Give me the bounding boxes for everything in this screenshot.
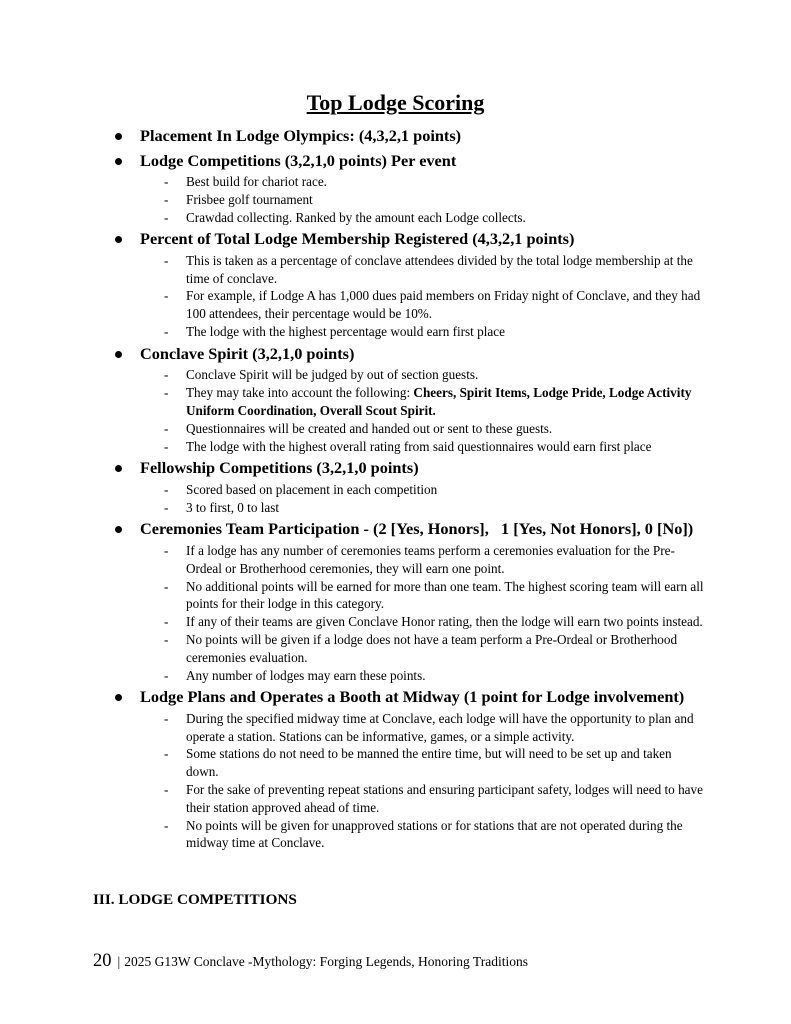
- page-footer: [93, 951, 528, 972]
- list-item: [0, 613, 791, 631]
- section-heading-row: [0, 125, 791, 148]
- section-heading-row: [0, 686, 791, 709]
- list-item-text: Crawdad collecting. Ranked by the amount each Lodge collects.: [186, 209, 526, 225]
- list-item: [0, 323, 791, 341]
- section-heading-row: [0, 343, 791, 366]
- list-item-text: Conclave Spirit will be judged by out of section guests.: [186, 367, 479, 383]
- list-item-text: The lodge with the highest percentage would earn first place: [186, 324, 505, 340]
- section-heading-lodge-competitions: III. LODGE COMPETITIONS: [93, 891, 297, 908]
- section-heading: Conclave Spirit (3,2,1,0 points): [140, 343, 355, 363]
- dash-icon: -: [164, 324, 169, 340]
- list-item: [0, 481, 791, 499]
- scoring-section: [0, 457, 791, 516]
- list-item: [0, 287, 791, 323]
- dash-icon: -: [164, 209, 169, 225]
- list-item: [0, 366, 791, 384]
- dash-icon: -: [164, 631, 169, 647]
- bullet-icon: [115, 236, 122, 243]
- list-item-text: 3 to first, 0 to last: [186, 499, 280, 515]
- list-item-text: No points will be given if a lodge does not have a team perform a Pre-Ordeal or Brotherhood ceremonies evaluation.: [186, 631, 678, 665]
- list-item-text: If a lodge has any number of ceremonies teams perform a ceremonies evaluation for the Pre-Ordeal or Brotherhood ceremonies, they will earn one point.: [186, 542, 675, 576]
- dash-icon: -: [164, 667, 169, 683]
- section-heading: Placement In Lodge Olympics: (4,3,2,1 points): [140, 126, 462, 145]
- section-heading: Lodge Plans and Operates a Booth at Midway (1 point for Lodge involvement): [140, 687, 685, 707]
- bullet-icon: [115, 158, 122, 165]
- list-item: [0, 578, 791, 614]
- list-item: [0, 817, 791, 853]
- scoring-section: [0, 150, 791, 227]
- list-item: [0, 173, 791, 191]
- list-item-text: They may take into account the following: Cheers, Spirit Items, Lodge Pride, Lodge Activity Uniform Coordination, Overall Scout Spirit.: [186, 385, 692, 418]
- dash-icon: -: [164, 252, 169, 268]
- list-item-text: During the specified midway time at Conclave, each lodge will have the opportunity to plan and operate a station. Stations can be informative, games, or a simple activity.: [186, 710, 694, 744]
- section-heading-row: [0, 228, 791, 251]
- list-item: [0, 420, 791, 438]
- section-heading-row: [0, 150, 791, 173]
- list-item-text: If any of their teams are given Conclave Honor rating, then the lodge will earn two points instead.: [186, 614, 703, 630]
- section-heading-row: [0, 457, 791, 480]
- list-item: [0, 781, 791, 817]
- dash-icon: -: [164, 542, 169, 558]
- footer-separator: |: [117, 954, 121, 969]
- footer-text: 2025 G13W Conclave -Mythology: Forging Legends, Honoring Traditions: [124, 954, 528, 969]
- list-item: [0, 191, 791, 209]
- scoring-sections: [0, 125, 791, 852]
- list-item-text: This is taken as a percentage of conclave attendees divided by the total lodge membership at the time of conclave.: [186, 252, 693, 286]
- section-heading: Lodge Competitions (3,2,1,0 points) Per event: [140, 150, 457, 170]
- dash-icon: -: [164, 710, 169, 726]
- bullet-icon: [115, 465, 122, 472]
- list-item-text: Frisbee golf tournament: [186, 191, 313, 207]
- list-item: [0, 667, 791, 685]
- section-heading-row: [0, 518, 791, 541]
- page-title: Top Lodge Scoring: [306, 90, 485, 115]
- scoring-section: [0, 686, 791, 852]
- list-item: [0, 745, 791, 781]
- section-heading: Percent of Total Lodge Membership Registered (4,3,2,1 points): [140, 229, 575, 249]
- dash-icon: -: [164, 385, 169, 401]
- dash-icon: -: [164, 746, 169, 762]
- page-number: 20: [93, 951, 112, 971]
- dash-icon: -: [164, 614, 169, 630]
- list-item: [0, 542, 791, 578]
- list-item-text: Questionnaires will be created and handed out or sent to these guests.: [186, 420, 553, 436]
- list-item: [0, 710, 791, 746]
- bold-text: Cheers, Spirit Items, Lodge Pride, Lodge Activity Uniform Coordination, Overall Scout Spirit.: [186, 385, 692, 418]
- dash-icon: -: [164, 499, 169, 515]
- dash-icon: -: [164, 191, 169, 207]
- section-heading: Ceremonies Team Participation - (2 [Yes, Honors], 1 [Yes, Not Honors], 0 [No]): [140, 519, 694, 539]
- dash-icon: -: [164, 782, 169, 798]
- bullet-icon: [115, 694, 122, 701]
- list-item-text: No additional points will be earned for more than one team. The highest scoring team will earn all points for their lodge in this category.: [186, 578, 704, 612]
- list-item: [0, 252, 791, 288]
- dash-icon: -: [164, 438, 169, 454]
- list-item-text: For the sake of preventing repeat stations and ensuring participant safety, lodges will need to have their station approved ahead of time.: [186, 782, 703, 815]
- list-item-text: Scored based on placement in each competition: [186, 481, 438, 497]
- list-item: [0, 209, 791, 227]
- list-item: [0, 438, 791, 456]
- dash-icon: -: [164, 578, 169, 594]
- bullet-icon: [115, 133, 122, 140]
- bullet-icon: [115, 351, 122, 358]
- scoring-section: [0, 125, 791, 148]
- dash-icon: -: [164, 817, 169, 833]
- dash-icon: -: [164, 288, 169, 304]
- list-item: [0, 499, 791, 517]
- scoring-section: [0, 228, 791, 340]
- list-item: [0, 384, 791, 420]
- section-heading: Fellowship Competitions (3,2,1,0 points): [140, 458, 419, 478]
- list-item-text: Best build for chariot race.: [186, 174, 327, 189]
- list-item: [0, 631, 791, 667]
- dash-icon: -: [164, 367, 169, 383]
- list-item-text: The lodge with the highest overall rating from said questionnaires would earn first place: [186, 438, 652, 454]
- list-item-text: Some stations do not need to be manned the entire time, but will need to be set up and taken down.: [186, 746, 672, 780]
- scoring-section: [0, 518, 791, 684]
- dash-icon: -: [164, 420, 169, 436]
- bullet-icon: [115, 526, 122, 533]
- dash-icon: -: [164, 174, 169, 189]
- list-item-text: For example, if Lodge A has 1,000 dues paid members on Friday night of Conclave, and they had 100 attendees, their percentage would be 10%.: [186, 288, 701, 322]
- list-item-text: No points will be given for unapproved stations or for stations that are not operated during the midway time at Conclave.: [186, 817, 683, 851]
- list-item-text: Any number of lodges may earn these points.: [186, 667, 426, 683]
- dash-icon: -: [164, 481, 169, 497]
- scoring-section: [0, 343, 791, 455]
